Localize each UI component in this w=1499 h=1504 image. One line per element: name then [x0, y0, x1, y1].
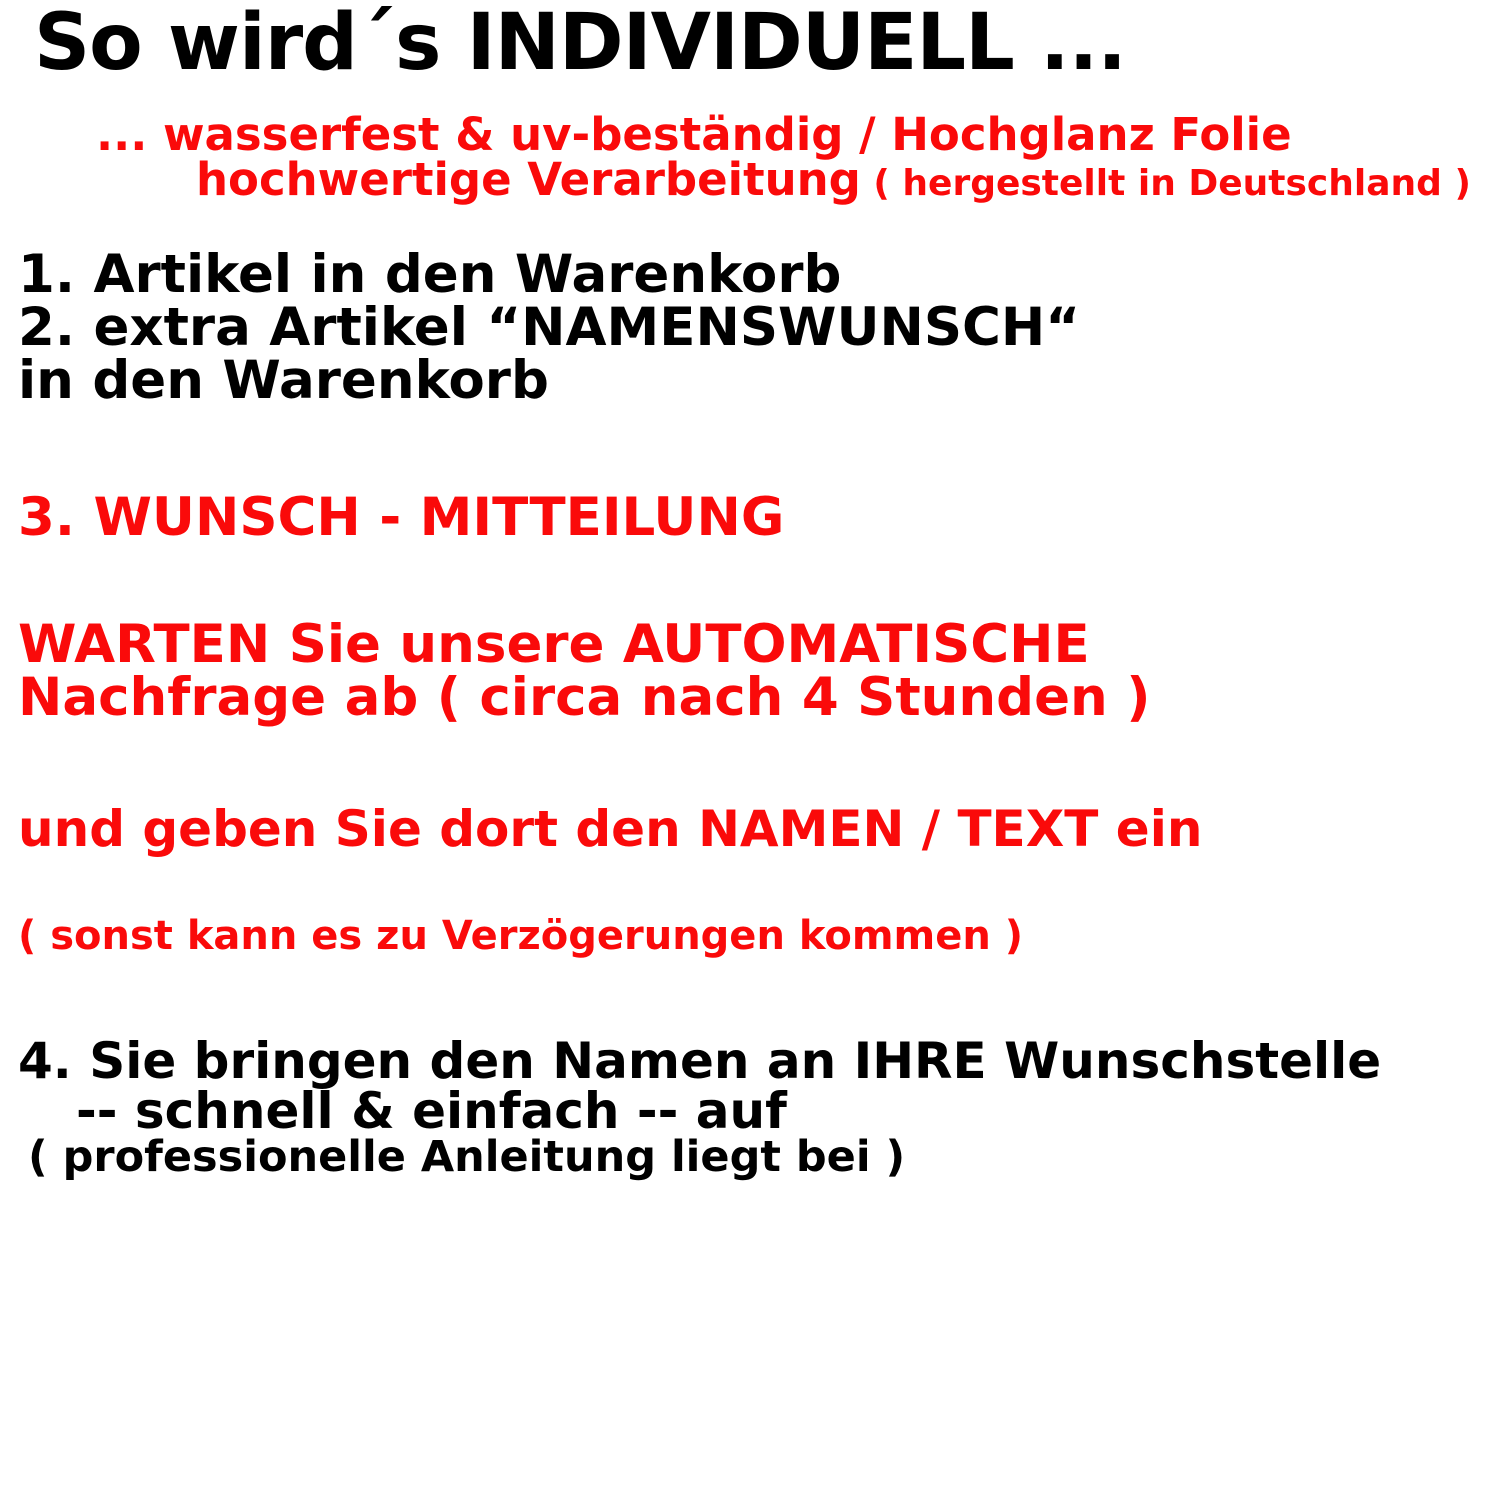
page-title: So wird´s INDIVIDUELL ...: [34, 0, 1126, 88]
step-4: 4. Sie bringen den Namen an IHRE Wunschstelle: [18, 1032, 1382, 1090]
step-4-block: [18, 1032, 1481, 1182]
step-4-line-2: -- schnell & einfach -- auf: [76, 1082, 787, 1140]
step-3: 3. WUNSCH - MITTEILUNG: [18, 487, 785, 548]
step-2: 2. extra Artikel “NAMENSWUNSCH“: [18, 297, 1081, 358]
step-2-continuation: in den Warenkorb: [18, 350, 549, 411]
steps-black-block: [18, 244, 1481, 411]
subheadline-text-1: wasserfest & uv-beständig / Hochglanz Folie: [162, 108, 1292, 161]
subheadline-line-2: [196, 153, 1481, 206]
subheadline-prefix: ...: [96, 108, 163, 161]
subheadline-line-1: [96, 108, 1481, 161]
enter-name-instruction: und geben Sie dort den NAMEN / TEXT ein: [18, 800, 1203, 858]
wait-instruction-line-2: Nachfrage ab ( circa nach 4 Stunden ): [18, 667, 1151, 728]
step-4-note: ( professionelle Anleitung liegt bei ): [28, 1132, 906, 1182]
wait-instruction-line-1: WARTEN Sie unsere AUTOMATISCHE: [18, 614, 1090, 675]
step-1: 1. Artikel in den Warenkorb: [18, 244, 842, 305]
delay-warning-note: ( sonst kann es zu Verzögerungen kommen ): [18, 913, 1024, 959]
subheadline-block: [96, 108, 1481, 206]
subheadline-text-2: hochwertige Verarbeitung: [196, 153, 861, 206]
wait-instruction-block: [18, 614, 1481, 728]
subheadline-note: ( hergestellt in Deutschland ): [860, 163, 1471, 204]
